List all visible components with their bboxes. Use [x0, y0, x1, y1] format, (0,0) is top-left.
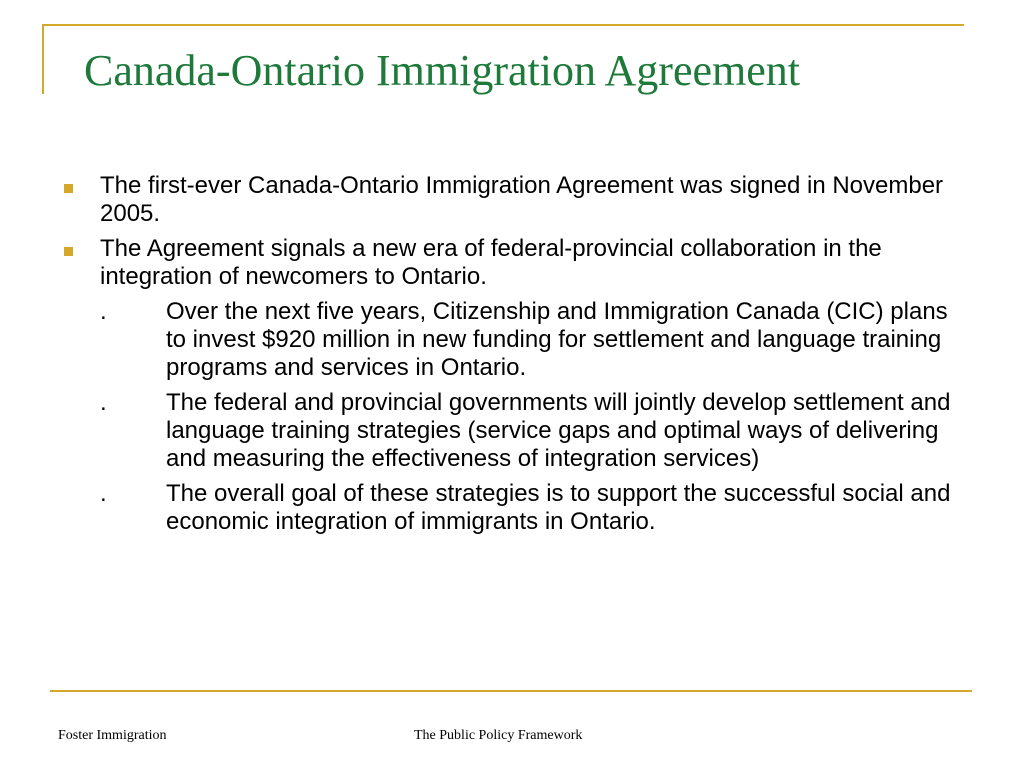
sub-bullet-text: Over the next five years, Citizenship and Immigration Canada (CIC) plans to invest $920 million in new funding for settlement and language training programs and services in Ontario.: [166, 298, 948, 381]
slide-content: [60, 172, 970, 543]
sub-bullet-item: [60, 480, 970, 536]
bottom-rule: [50, 690, 972, 692]
slide-title: Canada-Ontario Immigration Agreement: [84, 46, 800, 95]
sub-bullet-marker: .: [100, 298, 107, 325]
left-rule: [42, 24, 44, 94]
footer-left-text: Foster Immigration: [58, 728, 167, 743]
bullet-text: The first-ever Canada-Ontario Immigration Agreement was signed in November 2005.: [100, 172, 944, 227]
sub-bullet-marker: .: [100, 480, 107, 507]
bullet-item: [60, 235, 970, 291]
sub-bullet-marker: .: [100, 389, 107, 416]
bullet-item: [60, 172, 970, 228]
sub-bullet-text: The federal and provincial governments will jointly develop settlement and language training strategies (service gaps and optimal ways of delivering and measuring the effectiveness of integration services): [166, 389, 951, 472]
footer-center-text: The Public Policy Framework: [414, 728, 583, 743]
bullet-text: The Agreement signals a new era of federal-provincial collaboration in the integration of newcomers to Ontario.: [100, 235, 882, 290]
sub-bullet-item: [60, 389, 970, 473]
sub-bullet-text: The overall goal of these strategies is to support the successful social and economic integration of immigrants in Ontario.: [166, 480, 951, 535]
top-rule: [42, 24, 964, 26]
square-bullet-icon: [64, 247, 73, 256]
sub-bullet-item: [60, 298, 970, 382]
square-bullet-icon: [64, 184, 73, 193]
